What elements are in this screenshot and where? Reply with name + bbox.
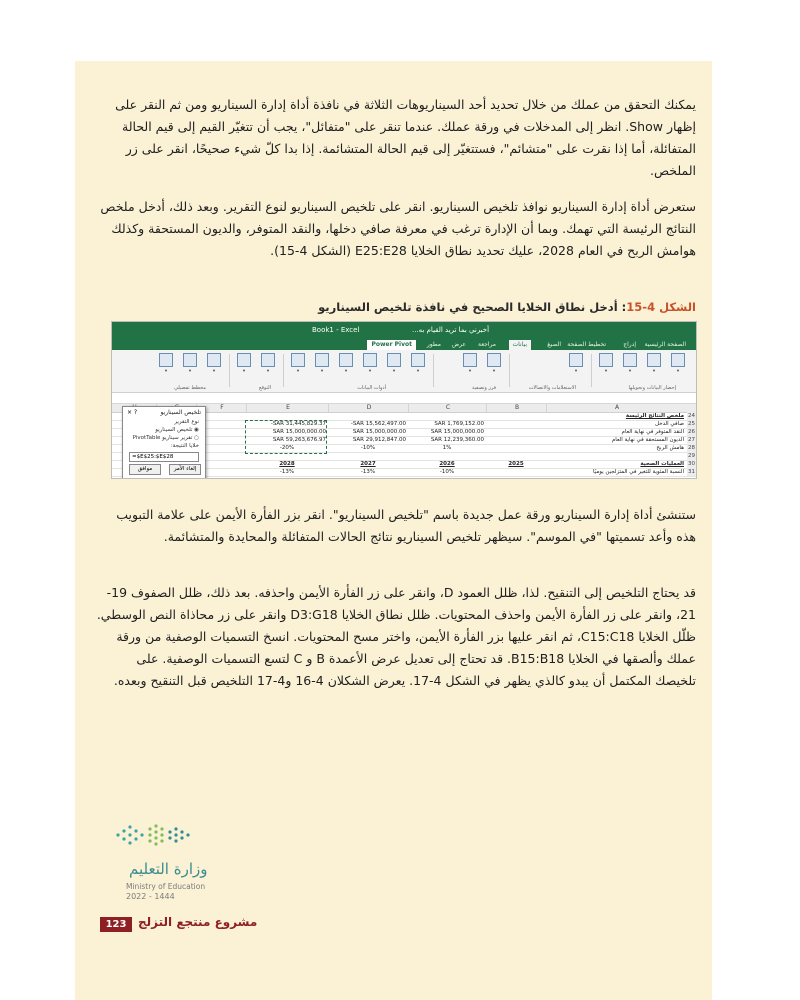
consolidate-icon [315,353,329,367]
footer-title: مشروع منتجع التزلج [138,915,258,929]
paragraph-4: قد يحتاج التلخيص إلى التنقيح. لذا، ظلل العمود D، وانقر على زر الفأرة الأيمن واحذفه. بعد ذلك، ظلل الصفوف 19-21، وانقر على زر الفأرة الأيمن واحذف المحتويات. ظلل نطاق الخلايا D3:G18 وانقر على زر محاذاة النص الوسطي. ظلّل الخلايا C15:C18، ثم انقر عليها بزر الفأرة الأيمن، واختر مسح المحتويات. انسخ التسميات الوصفية من ورقة عملك وألصقها في الخلايا B15:B18. قد تحتاج إلى تعديل عرض الأعمدة B و C لتسع التسميات الوصفية. على تلخيصك المكتمل أن يبدو كالذي يظهر في الشكل 4-17. يعرض الشكلان 4-16 و4-17 التلخيص قبل التنقيح وبعده. [96,585,696,688]
refresh-icon [569,353,583,367]
text-file-icon [647,353,661,367]
window-title: Book1 - Excel [312,326,360,334]
option-pivot-report[interactable]: ○ تقرير سيناريو PivotTable [132,435,199,441]
ministry-logo [84,820,244,930]
selected-range-e25-e28 [245,420,327,454]
table-row: 29 [112,452,696,461]
ok-button[interactable]: موافق [129,464,161,475]
scenario-summary-dialog [122,406,206,479]
page-number: 123 [100,917,132,932]
paragraph-1: يمكنك التحقق من عملك من خلال تحديد أحد السيناريوهات الثلاثة في نافذة أداة إدارة السيناريو ومن ثم النقر على إظهار Show. انظر إلى المدخلات في ورقة عملك. عندما تنقر على "متفائل"، يجب أن تتغيّر القيم إلى قيم الحالة المتفائلة، أما إذا نقرت على "متشائم"، فستتغيّر إلى قيم الحالة المتشائمة. إذا بدا كلّ شيء صحيحًا، انقر على زر الملخص. [115,97,696,178]
flash-fill-button[interactable]: ▾ [384,353,404,381]
table-icon [599,353,613,367]
formula-bar[interactable] [112,393,696,404]
tab-data[interactable]: بيانات [509,340,531,350]
paragraph-2: ستعرض أداة إدارة السيناريو نوافذ تلخيص السيناريو. انقر على تلخيص السيناريو لنوع التقرير. وبعد ذلك، أدخل ملخص النتائج الرئيسة التي تهمك. وبما أن الإدارة ترغب في معرفة صافي دخلها، والنقد المتوفر، والديون المستحقة وكذلك هوامش الربح في العام 2028، عليك تحديد نطاق الخلايا E25:E28 (الشكل 4-15). [100,199,696,258]
result-cells-input[interactable]: =$E$25:$E$28 [129,452,199,462]
cancel-button[interactable]: إلغاء الأمر [169,464,201,475]
ribbon [112,350,696,393]
group-button[interactable]: ▾ [204,353,224,381]
dialog-title: تلخيص السيناريو [123,407,205,418]
consolidate-button[interactable]: ▾ [312,353,332,381]
logo-english-text: Ministry of Education [126,882,206,891]
web-icon [623,353,637,367]
column-header-b[interactable]: B [486,404,547,412]
tab-page-layout[interactable]: تخطيط الصفحة [567,341,606,348]
from-table-button[interactable]: ▾ [596,353,616,381]
ribbon-group-outline: مخطط تفصيلي [174,385,206,391]
filter-icon [463,353,477,367]
subtotal-icon [159,353,173,367]
forecast-icon [237,353,251,367]
get-data-button[interactable]: ▾ [668,353,688,381]
ribbon-tabs [112,338,696,350]
what-if-analysis-button[interactable]: ▾ [258,353,278,381]
column-header-a[interactable]: A [546,404,687,412]
tell-me-box[interactable]: أخبرني بما تريد القيام به... [412,326,490,334]
dots-logo-icon [114,820,194,850]
excel-screenshot [111,321,697,479]
figure-number: الشكل 4-15 [626,300,696,314]
column-header-e[interactable]: E [246,404,329,412]
ribbon-group-sort-filter: فرز وتصفية [471,385,496,391]
tab-view[interactable]: عرض [451,341,466,348]
column-header-f[interactable]: F [196,404,247,412]
from-web-button[interactable]: ▾ [620,353,640,381]
table-row: 28 هامش الربح 1% -10% -20% [112,444,696,453]
table-row: 30 العمليات الصحية 2025 2026 2027 2028 [112,460,696,469]
dialog-buttons [129,455,204,475]
column-header-d[interactable]: D [328,404,409,412]
sort-button[interactable]: ▾ [484,353,504,381]
ungroup-icon [183,353,197,367]
sort-icon [487,353,501,367]
validation-icon [339,353,353,367]
table-row: 24 ملخص النتائج الرئيسة [112,412,696,421]
figure-caption: الشكل 4-15: أدخل نطاق الخلايا الصحيح في نافذة تلخيص السيناريو [318,300,696,314]
what-if-icon [261,353,275,367]
ribbon-group-get-data: إحضار البيانات وتحويلها [628,385,676,391]
ribbon-group-queries: الاستعلامات والاتصالات [528,385,576,391]
data-validation-button[interactable]: ▾ [336,353,356,381]
tab-insert[interactable]: إدراج [623,341,636,348]
table-row: 26 النقد المتوفر في نهاية العام SAR 15,000,000.00 SAR 15,000,000.00 SAR 15,000,000.00 [112,428,696,437]
from-text-button[interactable]: ▾ [644,353,664,381]
ribbon-group-data-tools: أدوات البيانات [357,385,386,391]
relationships-icon [291,353,305,367]
tab-home[interactable]: الصفحة الرئيسية [644,341,686,348]
columns-icon [411,353,425,367]
paragraph-3: ستنشئ أداة إدارة السيناريو ورقة عمل جديدة باسم "تلخيص السيناريو". انقر بزر الفأرة الأيمن على علامة التبويب هذه وأعد تسميتها "في الموسم". سيظهر تلخيص السيناريو نتائج الحالات المتفائلة والمحايدة والمتشائمة. [116,507,696,544]
column-header-c[interactable]: C [408,404,487,412]
group-icon [207,353,221,367]
close-icon[interactable]: ? × [127,409,138,416]
table-row: 31 النسبة المئوية للتغير في المتزلجين يوميًا -10% -13% -13% [112,468,696,477]
logo-year: 2022 - 1444 [126,892,175,901]
tab-review[interactable]: مراجعة [477,341,496,348]
table-row: 27 الديون المستحقة في نهاية العام SAR 12,239,360.00 SAR 29,912,847.00 SAR 59,263,676.97 [112,436,696,445]
ungroup-button[interactable]: ▾ [180,353,200,381]
text-to-columns-button[interactable]: ▾ [408,353,428,381]
ribbon-group-forecast: التوقع [258,385,271,391]
tab-power-pivot[interactable]: Power Pivot [367,340,416,350]
result-cells-label: خلايا النتيجة: [170,443,199,449]
tab-formulas[interactable]: الصيغ [547,341,561,348]
tab-developer[interactable]: مطور [426,341,441,348]
subtotal-button[interactable]: ▾ [156,353,176,381]
option-scenario-summary[interactable]: ◉ تلخيص السيناريو [155,427,199,433]
excel-title-bar [112,322,696,338]
logo-arabic-text: وزارة التعليم [129,860,208,878]
flash-icon [387,353,401,367]
remove-duplicates-button[interactable]: ▾ [360,353,380,381]
report-type-label: نوع التقرير [174,419,199,425]
refresh-all-button[interactable]: ▾ [566,353,586,381]
relationships-button[interactable]: ▾ [288,353,308,381]
figure-title: أدخل نطاق الخلايا الصحيح في نافذة تلخيص السيناريو [318,300,618,314]
table-row: 25 صافي الدخل SAR 1,769,152.00 -SAR 15,562,497.00 -SAR 31,445,829.37 [112,420,696,429]
forecast-sheet-button[interactable]: ▾ [234,353,254,381]
duplicates-icon [363,353,377,367]
database-icon [671,353,685,367]
filter-button[interactable]: ▾ [460,353,480,381]
